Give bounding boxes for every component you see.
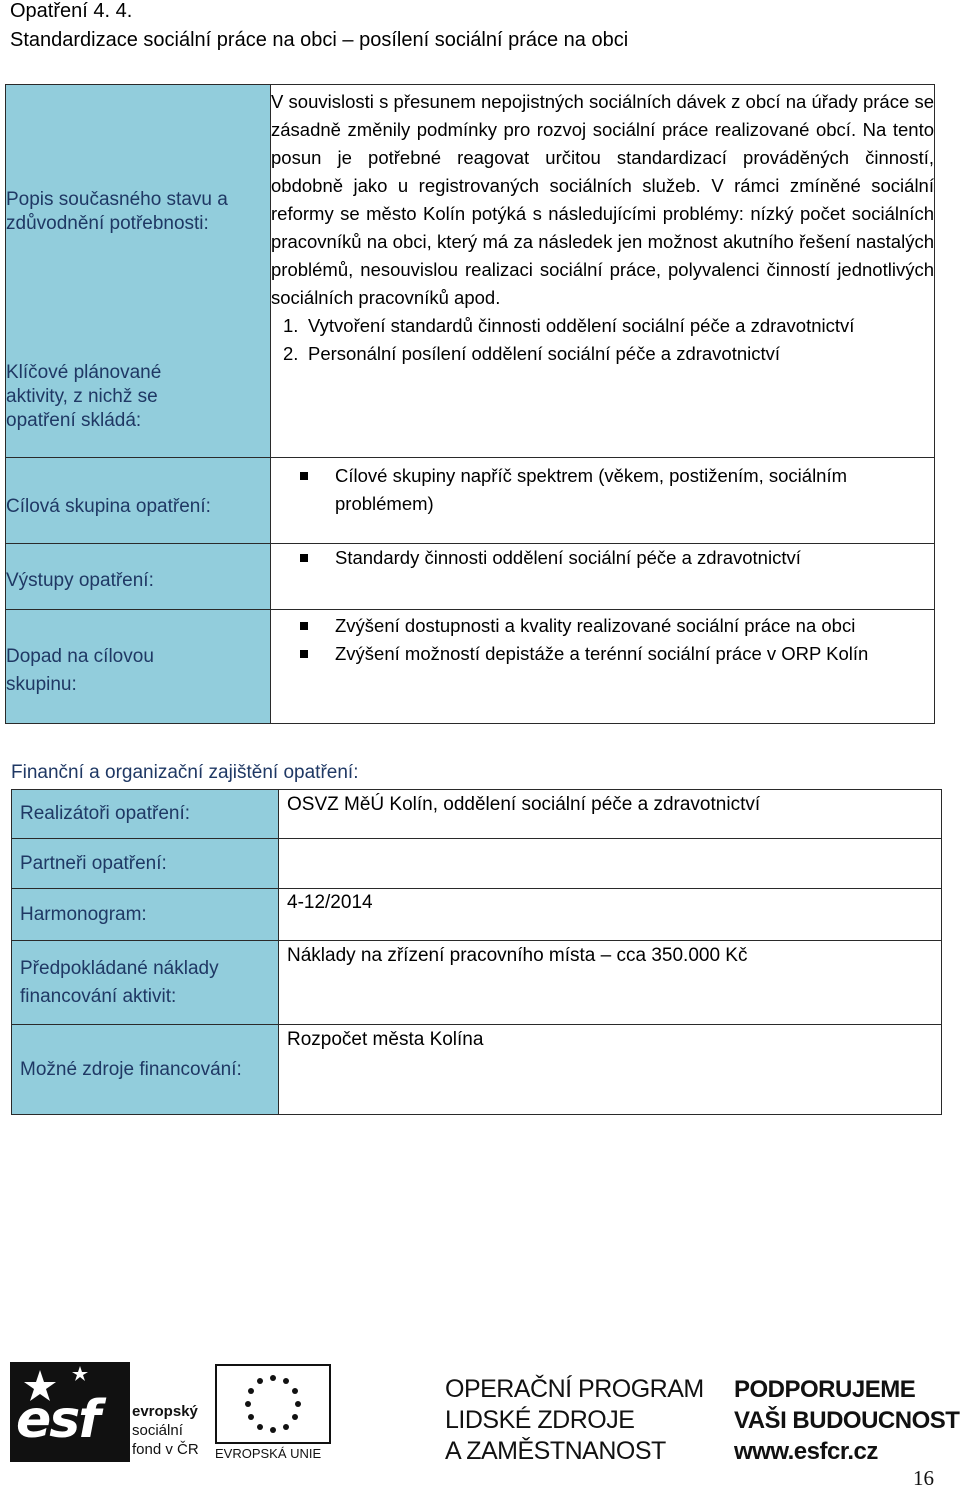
eu-stars-icon [217,1366,329,1442]
square-bullet-icon [300,554,308,562]
activity-text: Vytvoření standardů činnosti oddělení sociální péče a zdravotnictví [308,315,855,336]
op-line-3: A ZAMĚSTNANOST [445,1437,666,1465]
cilova-label-cell [6,458,271,544]
measure-number: Opatření 4. 4. [10,0,133,22]
list-item [271,640,934,668]
finance-value [279,839,942,889]
klicove-label-line-1: Klíčové plánované [6,362,162,383]
finance-value: Náklady na zřízení pracovního místa – cca 350.000 Kč [279,941,942,1025]
square-bullet-icon [300,472,308,480]
list-item [271,340,934,368]
esf-side-line-1: evropský [132,1403,198,1420]
op-line-1: OPERAČNÍ PROGRAM [445,1375,704,1403]
klicove-label-line-3: opatření skládá: [6,410,142,431]
popis-klicove-label-cell [6,85,271,458]
slogan-url: www.esfcr.cz [734,1438,878,1465]
finance-value: 4-12/2014 [279,889,942,941]
square-bullet-icon [300,622,308,630]
list-item [271,462,934,518]
finance-label: Harmonogram: [12,889,279,941]
esf-side-line-2: sociální [132,1422,183,1439]
finance-value: OSVZ MěÚ Kolín, oddělení sociální péče a zdravotnictví [279,790,942,839]
op-line-2: LIDSKÉ ZDROJE [445,1406,635,1434]
esf-side-line-3: fond v ČR [132,1441,199,1458]
finance-value: Rozpočet města Kolína [279,1025,942,1115]
finance-heading: Finanční a organizační zajištění opatření: [11,762,359,783]
eu-logo [215,1364,335,1462]
list-item [271,312,934,340]
popis-text [271,88,934,312]
vystupy-value-cell [271,544,935,610]
dopad-list [271,612,934,668]
esf-side-text [132,1402,199,1459]
vystupy-label: Výstupy opatření: [6,569,154,591]
popis-text-part-1: V souvislosti s přesunem nepojistných sociálních dávek z obcí na úřady práce se zásadně změnily podmínky pro rozvoj sociální práce realizované obcí. [271,91,934,140]
finance-label: Předpokládané náklady financování aktivit: [12,941,279,1025]
finance-table [11,789,942,1115]
popis-label-line-1: Popis současného stavu a [6,189,228,210]
measure-table [5,84,935,724]
dopad-label-line-1: Dopad na cílovou [6,645,154,667]
activity-number: 1. [283,315,299,336]
dopad-label-line-2: skupinu: [6,673,77,695]
klicove-label-line-2 [6,385,161,409]
activity-number: 2. [283,343,299,364]
square-bullet-icon [300,650,308,658]
esf-logo-square [10,1362,130,1462]
popis-klicove-value-cell [271,85,935,458]
cilova-label: Cílová skupina opatření: [6,495,211,517]
page-number: 16 [913,1466,934,1490]
dopad-item-text: Zvýšení možností depistáže a terénní sociální práce v ORP Kolín [335,643,869,664]
measure-title: Standardizace sociální práce na obci – posílení sociální práce na obci [10,29,629,51]
cilova-list [271,462,934,518]
eu-caption: EVROPSKÁ UNIE [215,1446,322,1461]
klicove-label-bold: aktivity, [6,386,68,407]
activity-text: Personální posílení oddělení sociální péče a zdravotnictví [308,343,781,364]
list-item [271,612,934,640]
activities-list [271,312,934,368]
slogan-text [734,1374,959,1467]
cilova-item-text: Cílové skupiny napříč spektrem (věkem, postižením, sociálním problémem) [335,465,848,514]
op-logo-text [445,1374,704,1467]
vystupy-label-cell [6,544,271,610]
finance-label: Realizátoři opatření: [12,790,279,839]
klicove-label [6,361,161,433]
popis-label-line-2: zdůvodnění potřebnosti: [6,213,209,234]
dopad-label-cell [6,610,271,724]
vystupy-item-text: Standardy činnosti oddělení sociální péče a zdravotnictví [335,547,801,568]
dopad-item-text: Zvýšení dostupnosti a kvality realizované sociální práce na obci [335,615,856,636]
esf-logo [10,1362,205,1462]
slogan-line-2: VAŠI BUDOUCNOST [734,1407,960,1434]
eu-flag-box [215,1364,331,1444]
popis-text-part-3: V rámci zmíněné sociální reformy se město Kolín potýká s následujícími problémy: nízký počet sociálních pracovníků na obci, který má za následek jen možnost akutního řešení nastalých problémů, nesouvislou realizaci sociální práce, polyvalenci činností jednotlivých sociálních pracovníků apod. [271,175,934,308]
dopad-value-cell [271,610,935,724]
list-item [271,544,934,572]
finance-label: Možné zdroje financování: [12,1025,279,1115]
slogan-line-1: PODPORUJEME [734,1376,916,1403]
esf-logo-text: esf [16,1390,99,1450]
vystupy-list [271,544,934,572]
cilova-value-cell [271,458,935,544]
klicove-label-rest: z nichž se [67,386,158,407]
finance-label: Partneři opatření: [12,839,279,889]
popis-label [6,188,228,236]
popis-text-part-2: Na tento posun je potřebné reagovat určitou standardizací prováděných činností, obdobně jako u registrovaných sociálních služeb. [271,119,935,196]
footer-logos [10,1362,960,1465]
